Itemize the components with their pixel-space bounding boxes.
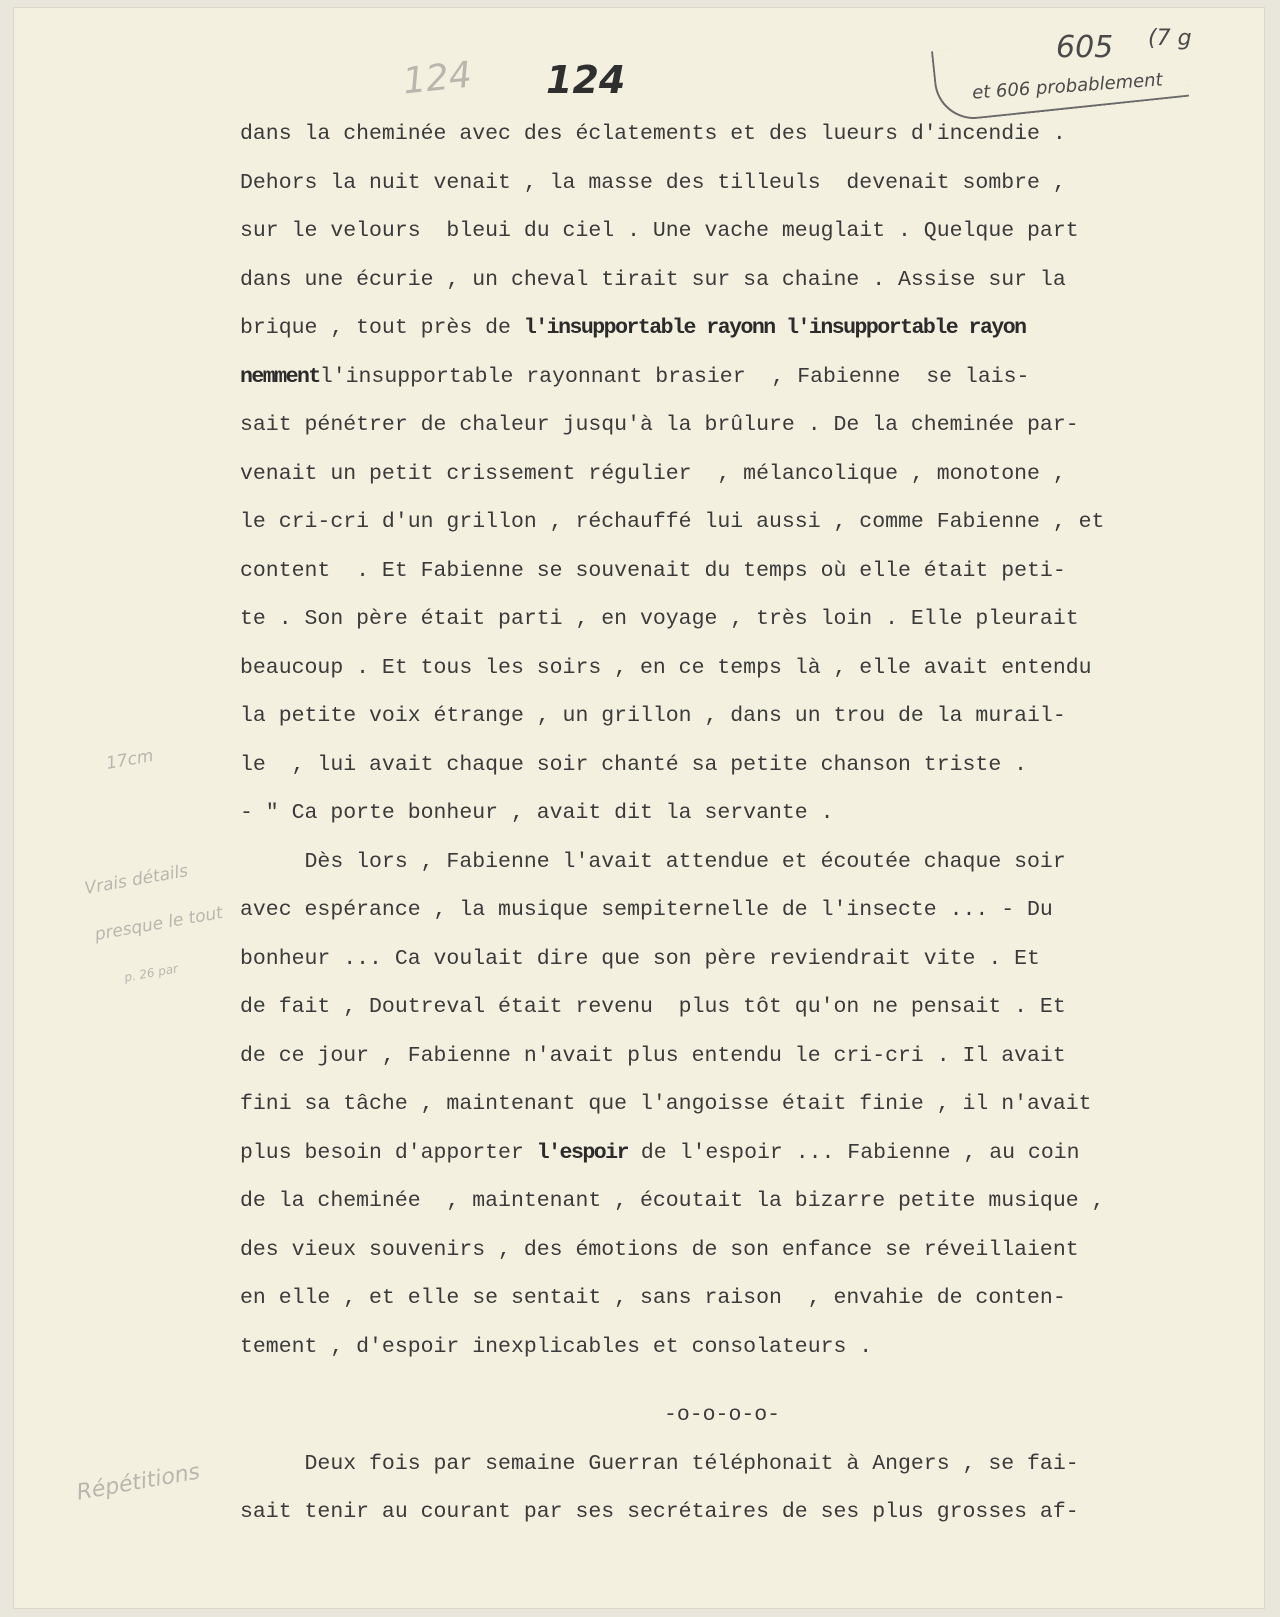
text-line: sait pénétrer de chaleur jusqu'à la brûlure . De la cheminée par- bbox=[240, 413, 1079, 437]
section-separator: -o-o-o-o- bbox=[663, 1403, 781, 1427]
struck-text: nemment bbox=[240, 364, 320, 389]
archive-note: et 606 probablement bbox=[971, 69, 1164, 104]
margin-note: presque le tout bbox=[93, 902, 225, 946]
struck-text: l'espoir bbox=[536, 1140, 628, 1165]
typescript-page bbox=[14, 8, 1264, 1608]
text-line: de ce jour , Fabienne n'avait plus entendu le cri-cri . Il avait bbox=[240, 1043, 1066, 1068]
text-line bbox=[240, 1137, 1250, 1186]
text-line: dans la cheminée avec des éclatements et des lueurs d'incendie . bbox=[240, 122, 1066, 146]
margin-note: Vrais détails bbox=[83, 861, 190, 899]
text-line: de fait , Doutreval était revenu plus tôt qu'on ne pensait . Et bbox=[240, 995, 1066, 1019]
typed-text bbox=[240, 118, 1250, 1545]
text-line bbox=[240, 361, 1250, 410]
text-line: venait un petit crissement régulier , mélancolique , monotone , bbox=[240, 461, 1066, 486]
archive-reference: (7 g bbox=[1148, 26, 1192, 51]
text-line: le , lui avait chaque soir chanté sa petite chanson triste . bbox=[240, 752, 1028, 777]
struck-text: l'insupportable rayonn l'insupportable rayon bbox=[523, 316, 1026, 340]
text-line: - " Ca porte bonheur , avait dit la servante . bbox=[240, 801, 834, 825]
text-line: sait tenir au courant par ses secrétaires de ses plus grosses af- bbox=[240, 1500, 1079, 1524]
text-line: en elle , et elle se sentait , sans raison , envahie de conten- bbox=[240, 1286, 1066, 1310]
section-gap bbox=[240, 1379, 1250, 1399]
text-line: beaucoup . Et tous les soirs , en ce temps là , elle avait entendu bbox=[240, 655, 1092, 680]
text-line: la petite voix étrange , un grillon , dans un trou de la murail- bbox=[240, 704, 1066, 728]
text-line: dans une écurie , un cheval tirait sur sa chaine . Assise sur la bbox=[240, 267, 1066, 292]
text-line bbox=[240, 312, 1250, 361]
text-line: Dehors la nuit venait , la masse des tilleuls devenait sombre , bbox=[240, 170, 1066, 195]
text-line: avec espérance , la musique sempiternelle de l'insecte ... - Du bbox=[240, 898, 1053, 922]
text-line: content . Et Fabienne se souvenait du temps où elle était peti- bbox=[240, 558, 1066, 583]
text-fragment: l'insupportable rayonnant brasier , Fabienne se lais- bbox=[319, 364, 1030, 389]
text-fragment: brique , tout près de bbox=[240, 316, 524, 340]
margin-note: 17cm bbox=[104, 746, 155, 774]
text-line: te . Son père était parti , en voyage , très loin . Elle pleurait bbox=[240, 607, 1079, 631]
text-line: sur le velours bleui du ciel . Une vache meuglait . Quelque part bbox=[240, 219, 1079, 243]
text-line: bonheur ... Ca voulait dire que son père reviendrait vite . Et bbox=[240, 946, 1040, 971]
text-line: des vieux souvenirs , des émotions de son enfance se réveillaient bbox=[240, 1237, 1079, 1262]
text-line: Dès lors , Fabienne l'avait attendue et écoutée chaque soir bbox=[240, 849, 1066, 874]
margin-note: p. 26 par bbox=[123, 961, 180, 985]
page-number-ink: 124 bbox=[546, 58, 626, 102]
margin-note: Répétitions bbox=[74, 1459, 202, 1506]
archive-number: 605 bbox=[1056, 30, 1114, 65]
text-fragment: plus besoin d'apporter bbox=[240, 1140, 537, 1165]
page-number-pencil: 124 bbox=[401, 54, 474, 103]
text-line: le cri-cri d'un grillon , réchauffé lui aussi , comme Fabienne , et bbox=[240, 510, 1105, 534]
text-fragment: de l'espoir ... Fabienne , au coin bbox=[627, 1140, 1080, 1165]
text-line: de la cheminée , maintenant , écoutait la bizarre petite musique , bbox=[240, 1189, 1105, 1213]
text-line: Deux fois par semaine Guerran téléphonait à Angers , se fai- bbox=[240, 1451, 1079, 1476]
text-line: tement , d'espoir inexplicables et consolateurs . bbox=[240, 1334, 873, 1359]
text-line: fini sa tâche , maintenant que l'angoisse était finie , il n'avait bbox=[240, 1092, 1092, 1116]
